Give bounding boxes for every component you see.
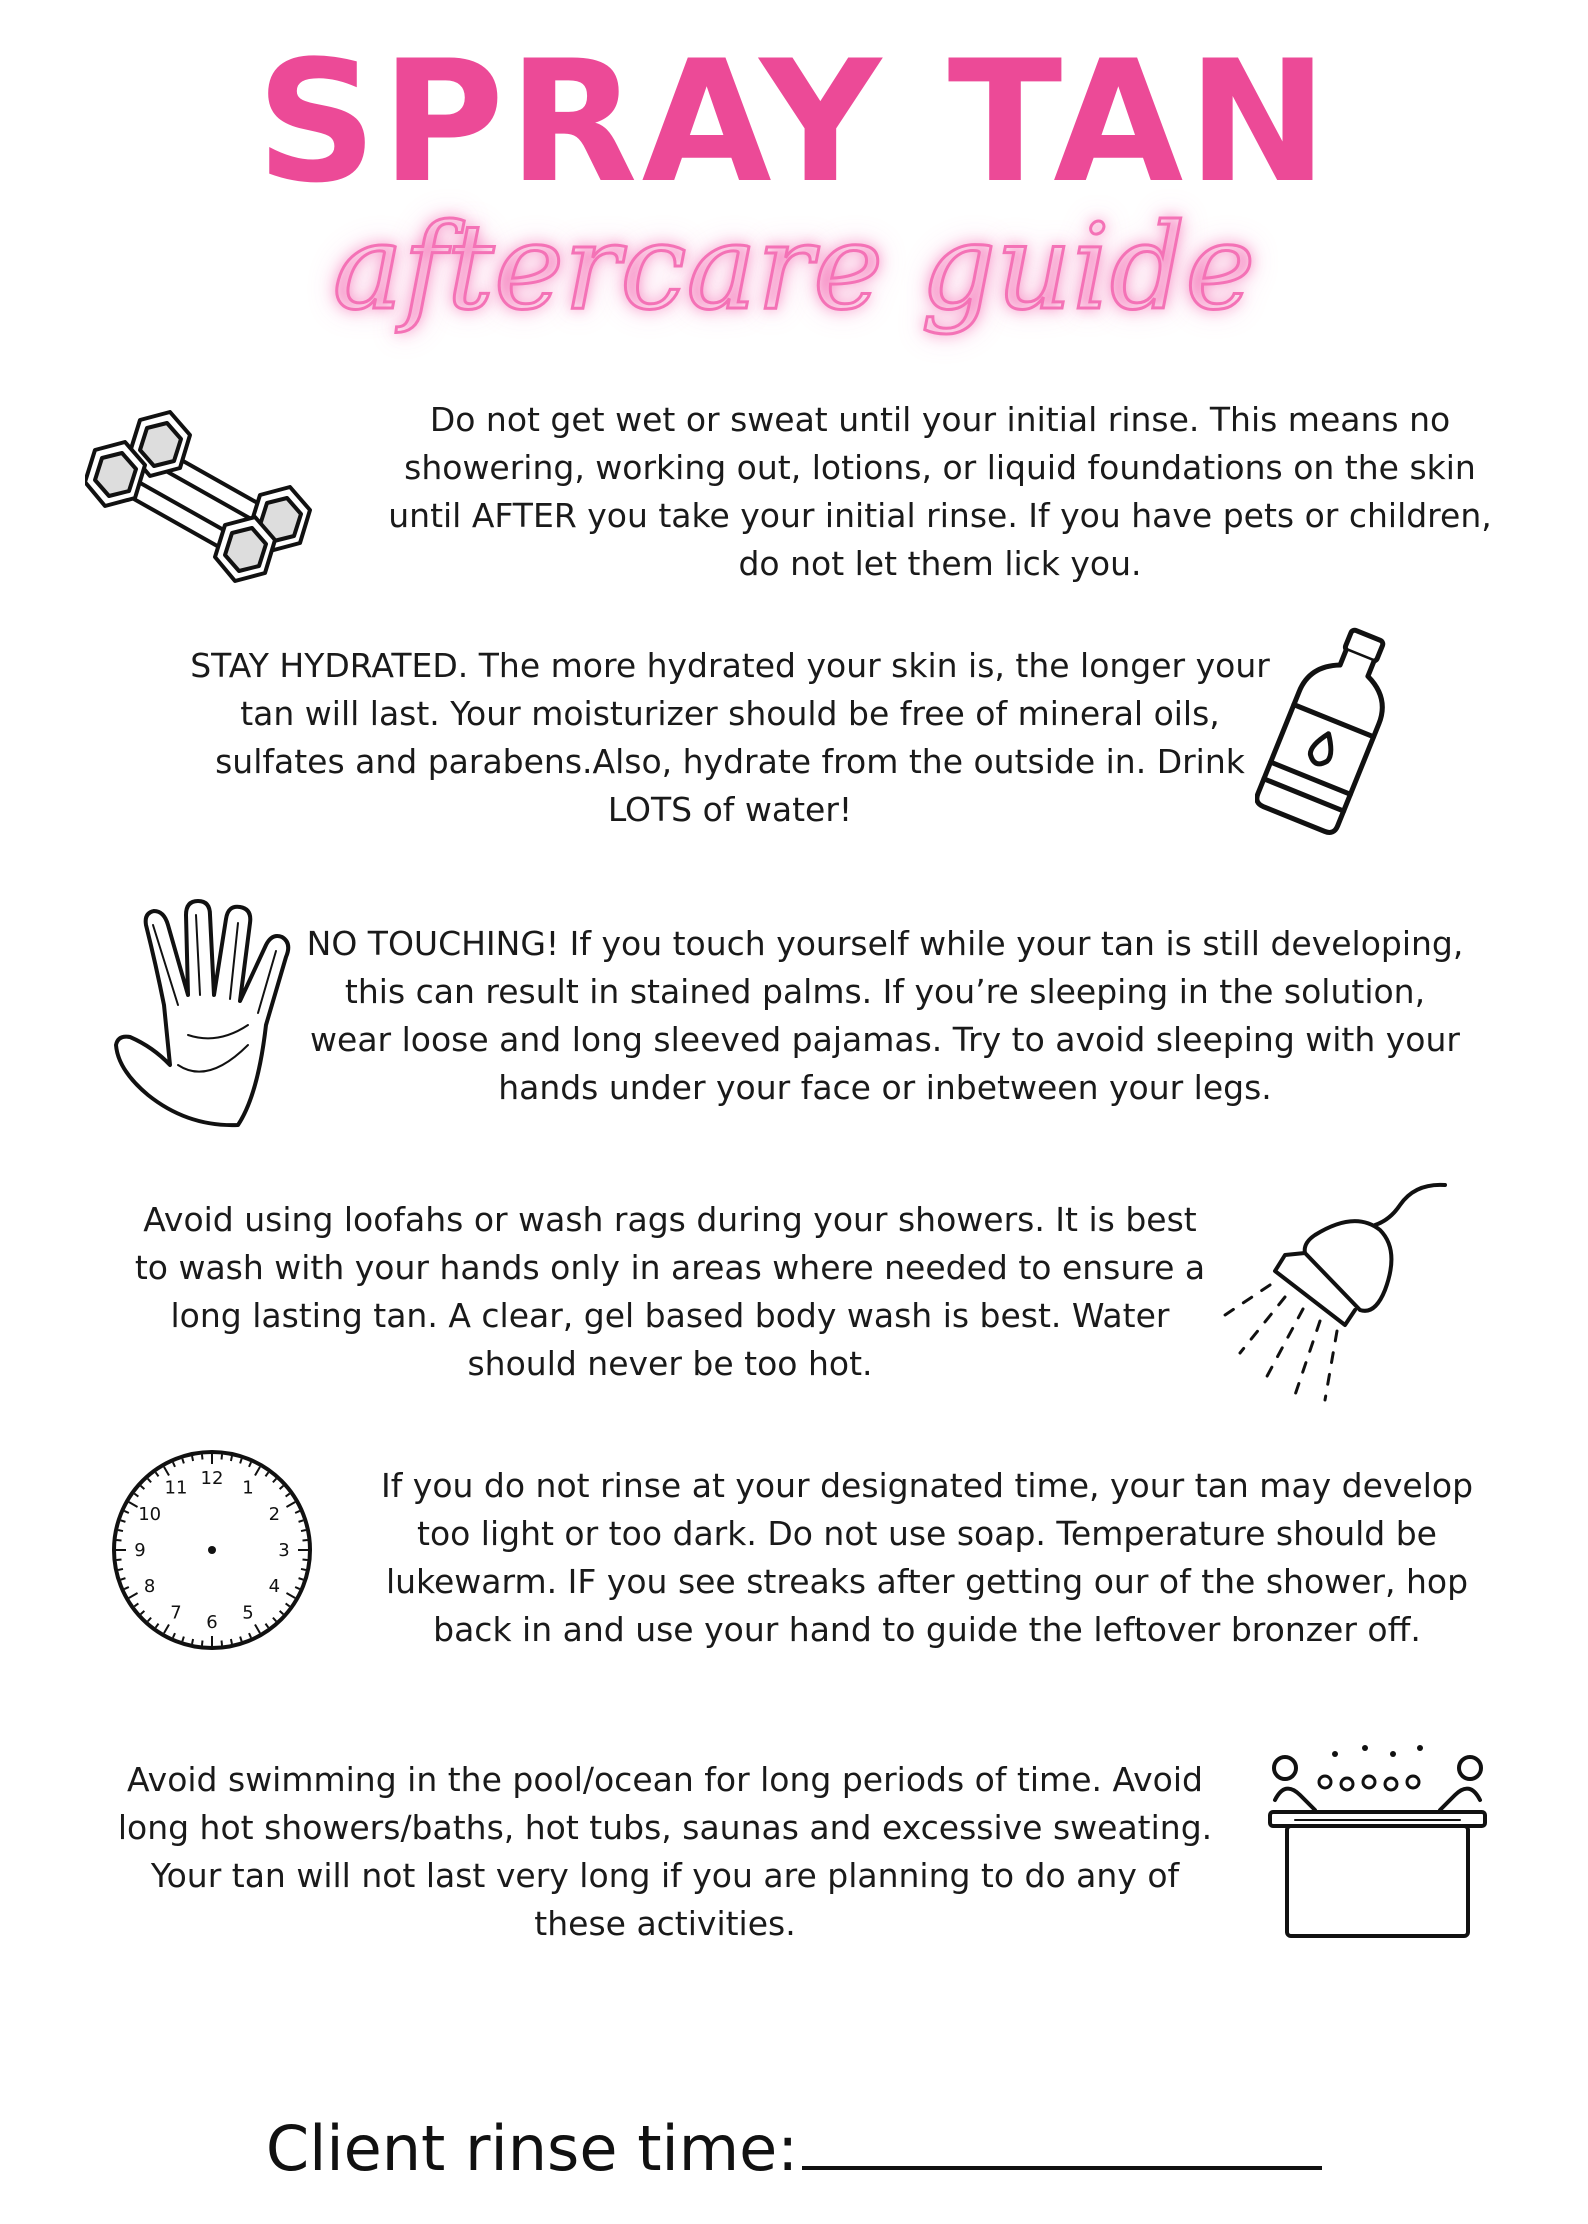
clock-number: 11 xyxy=(164,1477,188,1499)
clock-tick xyxy=(231,1456,232,1461)
clock-tick xyxy=(118,1569,123,1570)
clock-tick xyxy=(141,1611,145,1614)
clock-tick xyxy=(222,1641,223,1646)
clock-tick xyxy=(286,1502,295,1507)
page-title: SPRAY TAN xyxy=(256,24,1332,220)
section-text-avoid-swimming: Avoid swimming in the pool/ocean for long periods of time. Avoid long hot showers/baths, hot tubs, saunas and excessive sweating. Your tan will not last very long if you are planning to do any of these activities. xyxy=(117,1760,1213,1943)
clock-tick xyxy=(301,1530,306,1531)
clock-tick xyxy=(182,1459,184,1464)
section-text-rinse-time: If you do not rinse at your designated time, your tan may develop too light or too dark. Do not use soap. Temperature should be lukewarm. IF you see streaks after getting our of the shower, hop back in and use your hand to guide the leftover bronzer off. xyxy=(380,1466,1474,1649)
clock-tick xyxy=(192,1456,193,1461)
clock-number: 3 xyxy=(278,1540,290,1561)
clock-tick xyxy=(117,1560,122,1561)
clock-tick xyxy=(255,1467,260,1476)
dumbbell-icon xyxy=(85,400,340,585)
clock-tick xyxy=(156,1624,159,1628)
clock-tick xyxy=(121,1578,126,1580)
clock-tick xyxy=(121,1520,126,1522)
clock-tick xyxy=(118,1530,123,1531)
clock-tick xyxy=(273,1479,276,1483)
clock-tick xyxy=(299,1578,304,1580)
hot-tub-icon xyxy=(1265,1740,1490,1940)
clock-tick xyxy=(265,1472,268,1476)
clock-tick xyxy=(202,1455,203,1460)
clock-tick xyxy=(192,1639,193,1644)
clock-number: 12 xyxy=(200,1468,224,1489)
clock-tick xyxy=(124,1511,129,1513)
clock-number: 2 xyxy=(268,1504,281,1525)
clock-number: 5 xyxy=(242,1602,254,1624)
clock-number: 1 xyxy=(242,1477,254,1499)
section-text-no-touching: NO TOUCHING! If you touch yourself while your tan is still developing, this can result in stained palms. If you’re sleeping in the solution, wear loose and long sleeved pajamas. Try to avoid sleeping with your hands under your face or inbetween your legs. xyxy=(306,924,1464,1107)
clock-number: 8 xyxy=(143,1576,156,1597)
clock-tick xyxy=(301,1569,306,1570)
clock-tick xyxy=(164,1467,169,1476)
clock-number: 6 xyxy=(206,1612,218,1633)
clock-tick xyxy=(286,1494,290,1497)
clock-tick xyxy=(134,1494,138,1497)
clock-tick xyxy=(173,1462,175,1467)
clock-tick xyxy=(286,1593,295,1598)
clock-number: 7 xyxy=(170,1602,182,1624)
clock-tick xyxy=(156,1472,159,1476)
clock-tick xyxy=(182,1637,184,1642)
page-subtitle: aftercare guide xyxy=(332,198,1256,336)
clock-tick xyxy=(222,1455,223,1460)
clock-tick xyxy=(240,1459,242,1464)
clock-tick xyxy=(134,1603,138,1606)
clock-tick xyxy=(265,1624,268,1628)
clock-tick xyxy=(286,1603,290,1606)
clock-number: 10 xyxy=(138,1504,162,1525)
clock-tick xyxy=(280,1611,284,1614)
section-text-rinse: Do not get wet or sweat until your initial rinse. This means no showering, working out, lotions, or liquid foundations on the skin until AFTER you take your initial rinse. If you have pets or children, do not let them lick you. xyxy=(388,400,1492,583)
clock-tick xyxy=(164,1624,169,1633)
clock-number: 9 xyxy=(134,1540,146,1561)
clock-tick xyxy=(148,1479,151,1483)
shower-head-icon xyxy=(1215,1175,1465,1405)
clock-tick xyxy=(255,1624,260,1633)
clock-tick xyxy=(303,1540,308,1541)
clock-tick xyxy=(280,1486,284,1489)
clock-tick xyxy=(202,1641,203,1646)
clock-tick xyxy=(240,1637,242,1642)
client-rinse-time-field xyxy=(0,2112,1588,2185)
clock-tick xyxy=(148,1618,151,1622)
hand-icon xyxy=(108,895,308,1135)
client-rinse-time-label: Client rinse time: xyxy=(265,2112,799,2185)
clock-tick xyxy=(299,1520,304,1522)
clock-tick xyxy=(124,1587,129,1589)
clock-tick xyxy=(273,1618,276,1622)
clock-tick xyxy=(231,1639,232,1644)
section-text-hydrate: STAY HYDRATED. The more hydrated your skin is, the longer your tan will last. Your moisturizer should be free of mineral oils, sulfates and parabens.Also, hydrate from the outside in. Drink LOTS of water! xyxy=(190,646,1270,829)
rinse-time-blank-line xyxy=(802,2166,1322,2170)
water-bottle-icon xyxy=(1255,620,1405,840)
section-text-showers: Avoid using loofahs or wash rags during your showers. It is best to wash with your hands only in areas where needed to ensure a long lasting tan. A clear, gel based body wash is best. Water should never be too hot. xyxy=(134,1200,1206,1383)
clock-tick xyxy=(141,1486,145,1489)
clock-tick xyxy=(129,1502,138,1507)
clock-tick xyxy=(129,1593,138,1598)
clock-tick xyxy=(295,1587,300,1589)
clock-tick xyxy=(295,1511,300,1513)
clock-tick xyxy=(173,1633,175,1638)
clock-tick xyxy=(117,1540,122,1541)
clock-tick xyxy=(249,1462,251,1467)
clock-tick xyxy=(249,1633,251,1638)
clock-icon xyxy=(110,1448,315,1653)
clock-number: 4 xyxy=(268,1576,281,1597)
clock-tick xyxy=(303,1560,308,1561)
